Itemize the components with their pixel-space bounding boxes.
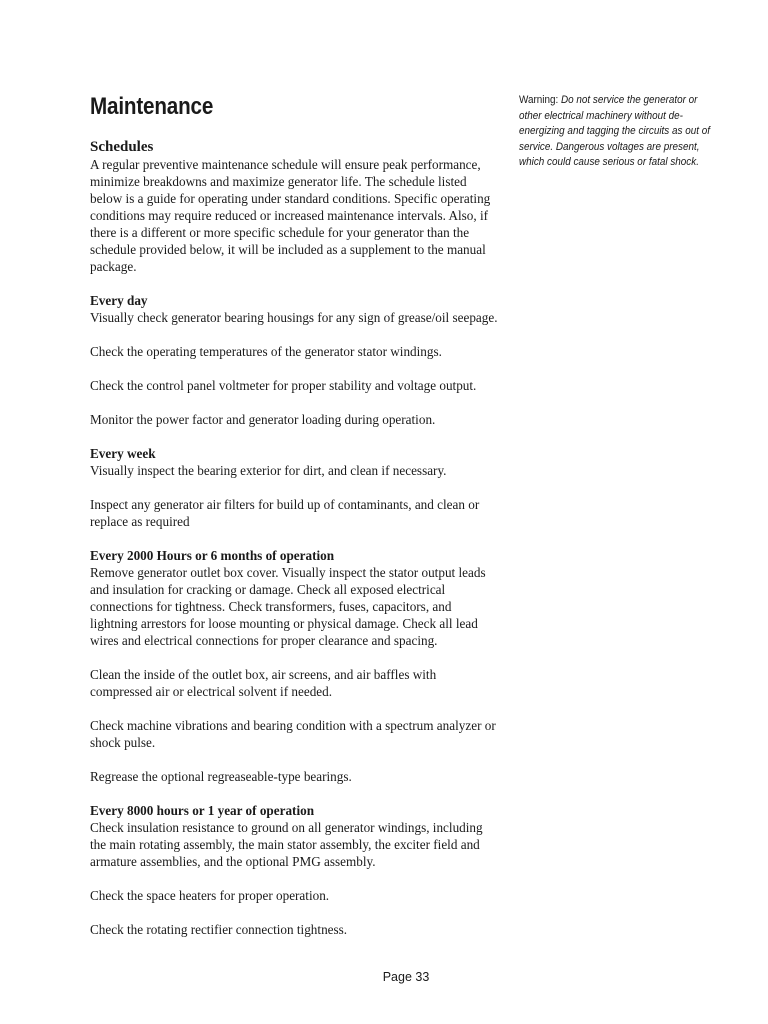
section-every-8000-hours [90,802,500,938]
section-item: Regrease the optional regreaseable-type bearings. [90,769,352,784]
section-every-2000-hours [90,547,500,785]
warning-note [519,93,713,171]
warning-text: Do not service the generator or other electrical machinery without de-energizing and tagging the circuits as out of service. Dangerous voltages are present, which could cause serious or fatal shock. [519,94,710,168]
schedules-heading: Schedules [90,139,154,155]
section-item: Inspect any generator air filters for build up of contaminants, and clean or replace as required [90,497,480,529]
schedules-intro: A regular preventive maintenance schedule will ensure peak performance, minimize breakdowns and maximize generator life. The schedule listed below is a guide for operating under standard conditions. Specific operating conditions may require reduced or increased maintenance intervals. Also, if there is a different or more specific schedule for your generator than the schedule provided below, it will be included as a supplement to the manual package. [90,157,491,274]
section-item: Clean the inside of the outlet box, air screens, and air baffles with compressed air or electrical solvent if needed. [90,667,437,699]
page-number: Page 33 [382,970,430,984]
section-item: Check the rotating rectifier connection tightness. [90,922,348,937]
section-every-week [90,445,500,530]
page-title: Maintenance [90,93,214,120]
section-item: Check the control panel voltmeter for proper stability and voltage output. [90,378,477,393]
section-item: Check machine vibrations and bearing condition with a spectrum analyzer or shock pulse. [90,718,496,750]
section-item: Check the operating temperatures of the generator stator windings. [90,344,442,359]
section-heading: Every week [90,446,156,461]
section-every-day [90,292,500,428]
section-item: Visually inspect the bearing exterior for dirt, and clean if necessary. [90,463,447,478]
section-item: Check the space heaters for proper operation. [90,888,330,903]
section-item: Check insulation resistance to ground on all generator windings, including the main rotating assembly, the main stator assembly, the exciter field and armature assemblies, and the optional PMG assembly. [90,820,483,869]
section-heading: Every 8000 hours or 1 year of operation [90,803,315,818]
section-item: Remove generator outlet box cover. Visually inspect the stator output leads and insulation for cracking or damage. Check all exposed electrical connections for tightness. Check transformers, fuses, capacitors, and lightning arrestors for loose mounting or physical damage. Check all lead wires and electrical connections for proper clearance and spacing. [90,565,486,648]
section-heading: Every 2000 Hours or 6 months of operation [90,548,335,563]
section-item: Visually check generator bearing housings for any sign of grease/oil seepage. [90,310,498,325]
section-item: Monitor the power factor and generator loading during operation. [90,412,436,427]
warning-label: Warning: [519,94,559,106]
section-heading: Every day [90,293,148,308]
main-column [90,92,500,955]
